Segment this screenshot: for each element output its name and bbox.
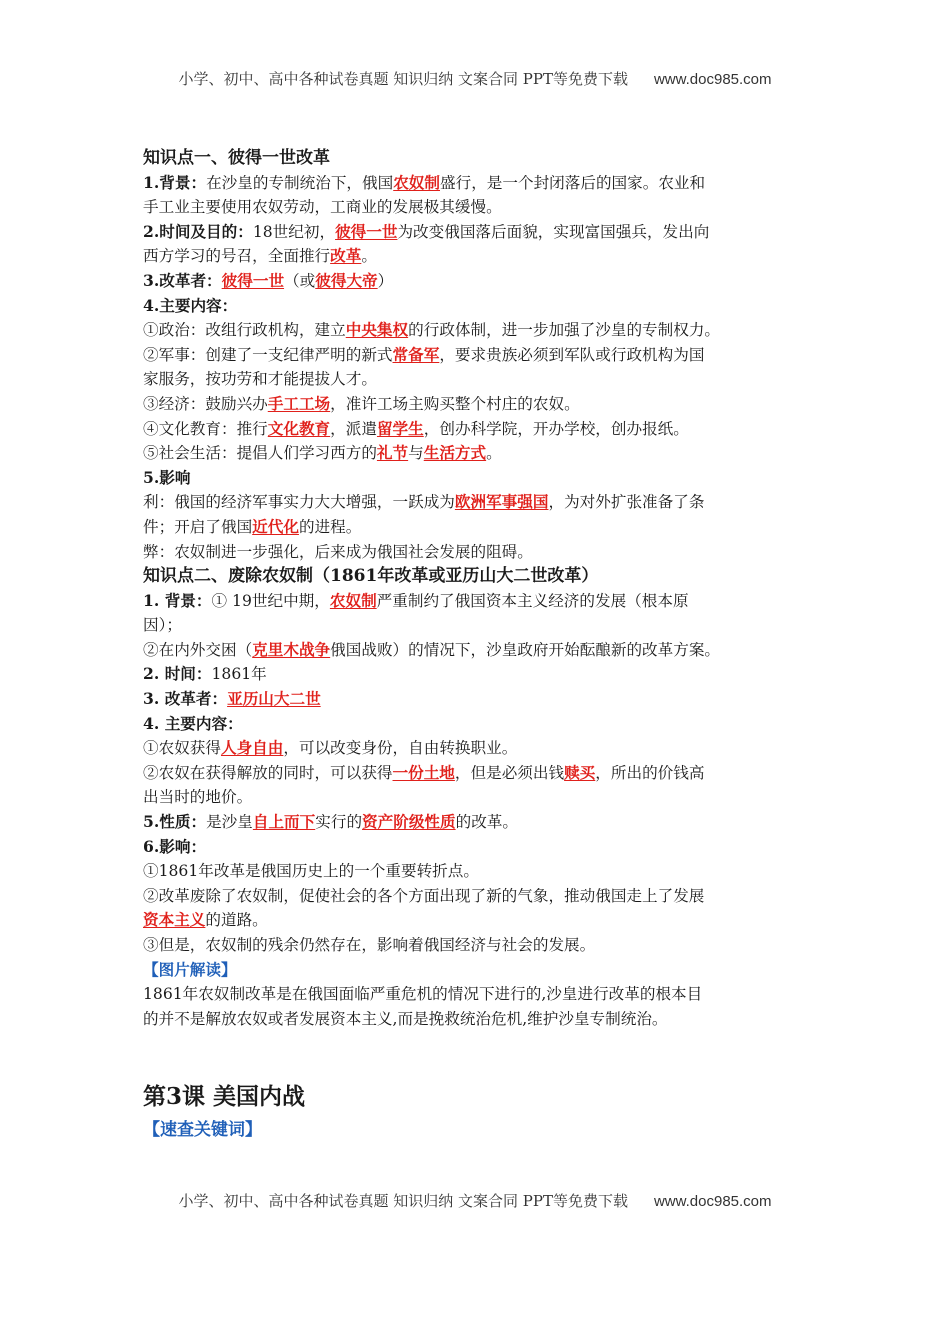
keyword: 一份土地 — [392, 762, 455, 782]
lesson-title: 第3课 美国内战 — [143, 1083, 306, 1111]
keyword: 人身自由 — [220, 738, 284, 758]
keyword: 中央集权 — [345, 320, 409, 340]
keyword: 生活方式 — [423, 443, 487, 463]
s1-con: 弊：农奴制进一步强化，后来成为俄国社会发展的阻碍。 — [143, 542, 533, 561]
s2-background: 1. 背景：① 19世纪中期，农奴制严重制约了俄国资本主义经济的发展（根本原 — [143, 590, 689, 610]
s1-effect-heading: 5.影响 — [143, 467, 191, 487]
s2-background-cont: 因）； — [143, 616, 182, 635]
keyword: 欧洲军事强国 — [454, 492, 549, 512]
quick-keywords-title: 【速查关键词】 — [143, 1120, 262, 1141]
s1-society: ⑤社会生活：提倡人们学习西方的礼节与生活方式。 — [143, 443, 502, 463]
keyword: 改革 — [330, 246, 362, 266]
s1-reformer: 3.改革者：彼得一世（或彼得大帝） — [143, 270, 394, 290]
picture-reading-text-1: 1861年农奴制改革是在俄国面临严重危机的情况下进行的,沙皇进行改革的根本目 — [143, 985, 703, 1004]
keyword: 农奴制 — [393, 172, 440, 192]
footer-site: www.doc985.com — [653, 1193, 772, 1210]
keyword: 亚历山大二世 — [227, 689, 321, 709]
s2-background-2: ②在内外交困（克里木战争俄国战败）的情况下，沙皇政府开始酝酿新的改革方案。 — [143, 639, 721, 659]
s1-time: 2.时间及目的：18世纪初，彼得一世为改变俄国落后面貌，实现富国强兵，发出向 — [143, 221, 710, 241]
s1-politics: ①政治：改组行政机构，建立中央集权的行政体制，进一步加强了沙皇的专制权力。 — [143, 320, 721, 340]
picture-reading-text-2: 的并不是解放农奴或者发展资本主义,而是挽救统治危机,维护沙皇专制统治。 — [143, 1009, 668, 1028]
page-footer — [0, 1190, 950, 1211]
header-text: 小学、初中、高中各种试卷真题 知识归纳 文案合同 PPT等免费下载 — [178, 70, 628, 88]
keyword: 彼得一世 — [335, 221, 398, 241]
s2-effect-3: ③但是，农奴制的残余仍然存在，影响着俄国经济与社会的发展。 — [143, 936, 596, 954]
s1-pro: 利：俄国的经济军事实力大大增强，一跃成为欧洲军事强国，为对外扩张准备了条 — [143, 492, 705, 512]
keyword: 常备军 — [392, 344, 440, 364]
s2-content-1: ①农奴获得人身自由，可以改变身份，自由转换职业。 — [143, 738, 518, 758]
s2-content-heading: 4. 主要内容： — [143, 713, 243, 733]
s2-effect-1: ①1861年改革是俄国历史上的一个重要转折点。 — [143, 862, 479, 881]
s2-time: 2. 时间：1861年 — [143, 664, 267, 684]
keyword: 礼节 — [376, 443, 409, 463]
keyword: 留学生 — [376, 418, 424, 438]
section-2-title: 知识点二、废除农奴制（1861年改革或亚历山大二世改革） — [143, 566, 599, 587]
s1-background-cont: 手工业主要使用农奴劳动，工商业的发展极其缓慢。 — [143, 198, 502, 217]
keyword: 文化教育 — [267, 418, 331, 438]
s2-nature: 5.性质：是沙皇自上而下实行的资产阶级性质的改革。 — [143, 812, 519, 832]
keyword: 自上而下 — [252, 812, 316, 832]
keyword: 赎买 — [564, 762, 596, 782]
s1-economy: ③经济：鼓励兴办手工工场，准许工场主购买整个村庄的农奴。 — [143, 393, 580, 413]
s1-pro-cont: 件；开启了俄国近代化的进程。 — [143, 516, 362, 536]
keyword: 彼得一世 — [221, 270, 285, 290]
section-1-title: 知识点一、彼得一世改革 — [143, 148, 330, 168]
page-header — [0, 68, 950, 89]
keyword: 资产阶级性质 — [362, 812, 456, 832]
keyword: 彼得大帝 — [315, 270, 378, 290]
keyword: 资本主义 — [143, 910, 206, 930]
keyword: 手工工场 — [267, 393, 331, 413]
s1-background: 1.背景：在沙皇的专制统治下，俄国农奴制盛行，是一个封闭落后的国家。农业和 — [143, 172, 706, 192]
s1-education: ④文化教育：推行文化教育，派遣留学生，创办科学院，开办学校，创办报纸。 — [143, 418, 689, 438]
header-site: www.doc985.com — [653, 71, 772, 88]
keyword: 农奴制 — [329, 590, 377, 610]
keyword: 近代化 — [252, 516, 299, 536]
s2-effect-heading: 6.影响： — [143, 836, 207, 856]
s2-reformer: 3. 改革者：亚历山大二世 — [143, 689, 321, 709]
s1-content-heading: 4.主要内容： — [143, 295, 238, 315]
s2-content-2-cont: 出当时的地价。 — [143, 788, 253, 807]
s1-time-cont: 西方学习的号召，全面推行改革。 — [143, 246, 377, 266]
picture-reading-title: 【图片解读】 — [143, 959, 237, 979]
footer-text: 小学、初中、高中各种试卷真题 知识归纳 文案合同 PPT等免费下载 — [178, 1192, 628, 1210]
s1-military: ②军事：创建了一支纪律严明的新式常备军，要求贵族必须到军队或行政机构为国 — [143, 344, 705, 364]
s1-military-cont: 家服务，按功劳和才能提拔人才。 — [143, 370, 377, 389]
s2-effect-2: ②改革废除了农奴制，促使社会的各个方面出现了新的气象，推动俄国走上了发展 — [143, 886, 705, 905]
s2-effect-2-cont: 资本主义的道路。 — [143, 910, 268, 930]
s2-content-2: ②农奴在获得解放的同时，可以获得一份土地，但是必须出钱赎买，所出的价钱高 — [143, 762, 705, 782]
keyword: 克里木战争 — [252, 639, 331, 659]
document-body — [143, 146, 811, 1145]
